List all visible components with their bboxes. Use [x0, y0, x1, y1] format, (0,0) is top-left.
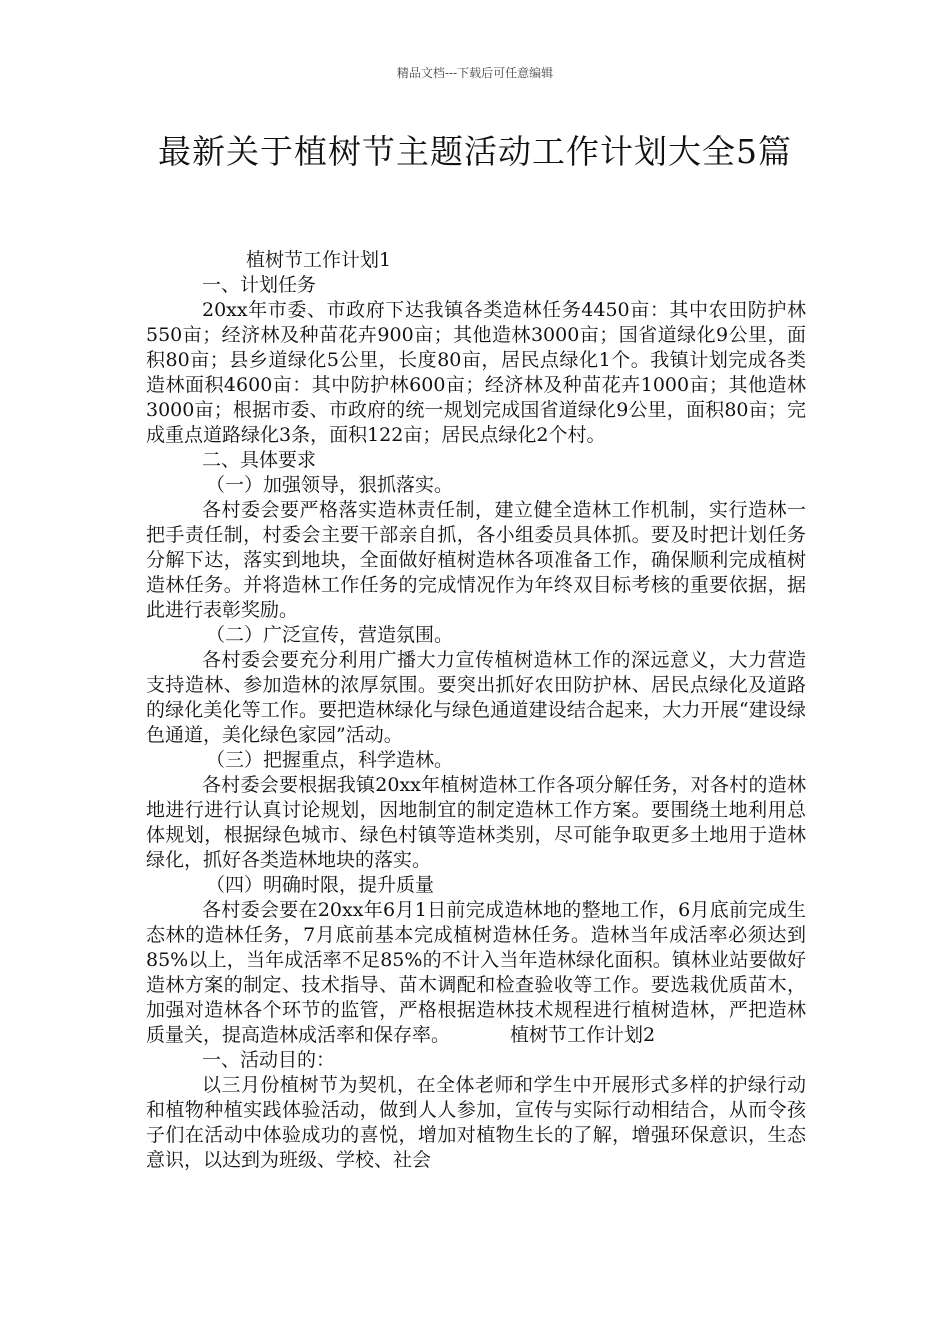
paragraph: 各村委会要严格落实造林责任制，建立健全造林工作机制，实行造林一把手责任制，村委会主要干部亲自抓，各小组委员具体抓。要及时把计划任务分解下达，落实到地块，全面做好植树造林各项准备工作，确保顺利完成植树造林任务。并将造林工作任务的完成情况作为年终双目标考核的重要依据，据此进行表彰奖励。 — [146, 499, 806, 621]
plan2-heading: 植树节工作计划2 — [510, 1024, 656, 1046]
paragraph: 各村委会要充分利用广播大力宣传植树造林工作的深远意义，大力营造支持造林、参加造林的浓厚氛围。要突出抓好农田防护林、居民点绿化及道路的绿化美化等工作。要把造林绿化与绿色通道建设结合起来，大力开展“建设绿色通道，美化绿色家园”活动。 — [146, 649, 806, 746]
subsection-heading: （三）把握重点，科学造林。 — [206, 749, 454, 771]
section-heading: 二、具体要求 — [202, 449, 317, 471]
paragraph: 各村委会要根据我镇20xx年植树造林工作各项分解任务，对各村的造林地进行进行认真讨论规划，因地制宜的制定造林工作方案。要围绕土地利用总体规划，根据绿色城市、绿色村镇等造林类别，尽可能争取更多土地用于造林绿化，抓好各类造林地块的落实。 — [146, 774, 806, 871]
document-body — [146, 248, 806, 1173]
paragraph: 20xx年市委、市政府下达我镇各类造林任务4450亩：其中农田防护林550亩；经济林及种苗花卉900亩；其他造林3000亩；国省道绿化9公里，面积80亩；县乡道绿化5公里，长度80亩，居民点绿化1个。我镇计划完成各类造林面积4600亩：其中防护林600亩；经济林及种苗花卉1000亩；其他造林3000亩；根据市委、市政府的统一规划完成国省道绿化9公里，面积80亩；完成重点道路绿化3条，面积122亩；居民点绿化2个村。 — [146, 299, 806, 446]
page-header: 精品文档---下载后可任意编辑 — [396, 66, 554, 80]
paragraph-text: 各村委会要在20xx年6月1日前完成造林地的整地工作，6月底前完成生态林的造林任务，7月底前基本完成植树造林任务。造林当年成活率必须达到85%以上，当年成活率不足85%的不计入当年造林绿化面积。镇林业站要做好造林方案的制定、技术指导、苗木调配和检查验收等工作。要选栽优质苗木，加强对造林各个环节的监管，严格根据造林技术规程进行植树造林，严把造林质量关，提高造林成活率和保存率。 — [146, 899, 806, 1046]
subsection-heading: （二）广泛宣传，营造氛围。 — [206, 624, 454, 646]
section-heading: 一、活动目的： — [202, 1049, 336, 1071]
document-title: 最新关于植树节主题活动工作计划大全5篇 — [158, 132, 792, 171]
section-heading: 一、计划任务 — [202, 274, 317, 296]
paragraph: 以三月份植树节为契机，在全体老师和学生中开展形式多样的护绿行动和植物种植实践体验活动，做到人人参加，宣传与实际行动相结合，从而令孩子们在活动中体验成功的喜悦，增加对植物生长的了解，增强环保意识，生态意识，以达到为班级、学校、社会 — [146, 1074, 806, 1171]
plan1-heading: 植树节工作计划1 — [246, 249, 392, 271]
paragraph — [146, 898, 806, 1048]
subsection-heading: （四）明确时限，提升质量 — [206, 874, 435, 896]
subsection-heading: （一）加强领导，狠抓落实。 — [206, 474, 454, 496]
